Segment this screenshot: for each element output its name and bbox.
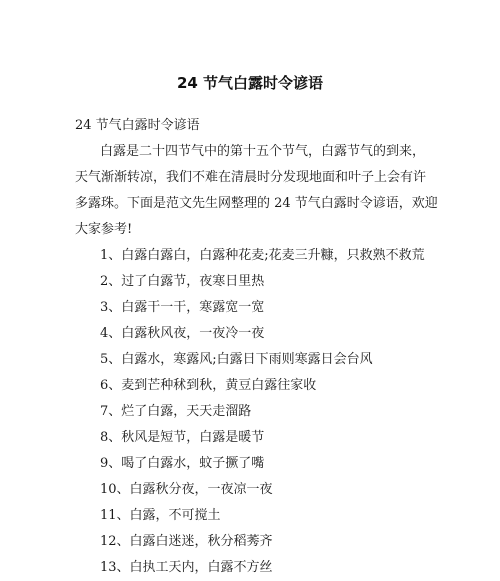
proverb-list [75, 243, 427, 581]
proverb-item: 7、烂了白露，天天走溜路 [100, 404, 252, 419]
intro-line: 白露是二十四节气中的第十五个节气，白露节气的到来， [100, 144, 426, 159]
subtitle-line: 24 节气白露时令谚语 [75, 118, 200, 133]
intro-line: 天气渐渐转凉，我们不难在清晨时分发现地面和叶子上会有许 [75, 170, 427, 185]
proverb-item: 9、喝了白露水，蚊子撅了嘴 [100, 456, 265, 471]
proverb-item: 10、白露秋分夜，一夜凉一夜 [100, 482, 273, 497]
intro-line: 多露珠。下面是范文先生网整理的 24 节气白露时令谚语，欢迎 [75, 196, 438, 211]
proverb-item: 1、白露白露白，白露种花麦;花麦三升糠，只救熟不救荒 [100, 248, 425, 263]
proverb-item: 11、白露，不可搅土 [100, 508, 221, 523]
proverb-item: 5、白露水，寒露风;白露日下雨则寒露日会台风 [100, 352, 373, 367]
proverb-item: 12、白露白迷迷，秋分稻莠齐 [100, 534, 273, 549]
document-body [75, 113, 438, 581]
proverb-item: 8、秋风是短节，白露是暖节 [100, 430, 265, 445]
proverb-item: 2、过了白露节，夜寒日里热 [100, 274, 265, 289]
proverb-item: 6、麦到芒种秫到秋，黄豆白露往家收 [100, 378, 317, 393]
proverb-item: 4、白露秋风夜，一夜冷一夜 [100, 326, 265, 341]
document-title: 24 节气白露时令谚语 [176, 74, 324, 92]
proverb-item: 13、白执工天内，白露不方丝 [100, 560, 273, 575]
intro-line: 大家参考! [75, 222, 133, 237]
proverb-item: 3、白露干一干，寒露宽一宽 [100, 300, 265, 315]
